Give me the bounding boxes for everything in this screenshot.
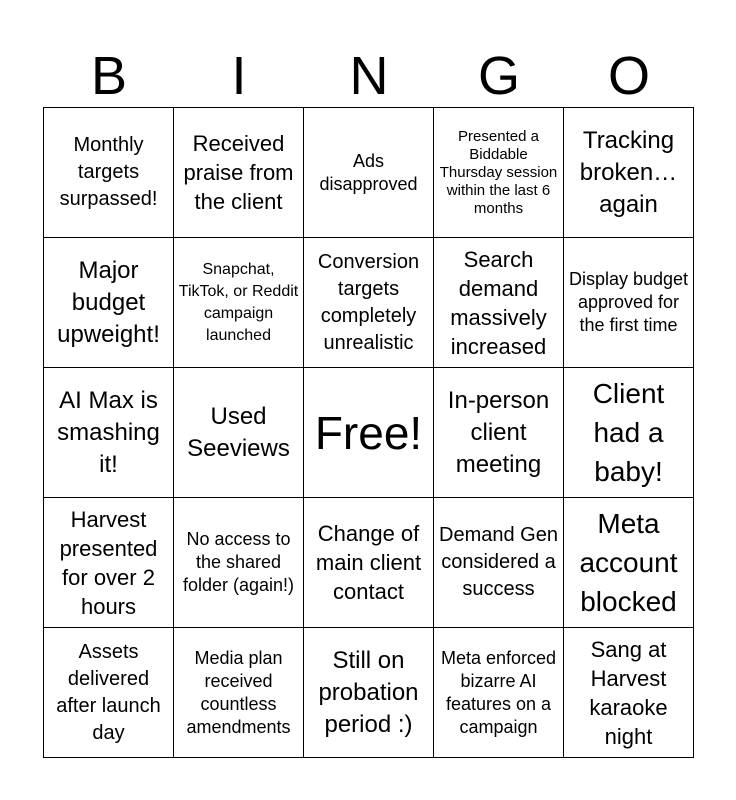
bingo-header <box>44 44 694 108</box>
bingo-cell[interactable] <box>304 498 434 628</box>
bingo-cell[interactable] <box>434 368 564 498</box>
cell-text: Monthly targets surpassed! <box>59 134 158 210</box>
cell-text: Display budget approved for the first time <box>568 269 689 335</box>
header-letter-g: G <box>477 46 520 106</box>
free-space-text: Free! <box>314 406 423 459</box>
bingo-cell[interactable] <box>564 628 694 758</box>
bingo-cell[interactable] <box>434 628 564 758</box>
bingo-cell[interactable] <box>564 368 694 498</box>
cell-text: Presented a Biddable Thursday session within the last 6 months <box>439 127 558 217</box>
cell-text: Ads disapproved <box>319 150 418 194</box>
bingo-cell[interactable] <box>564 238 694 368</box>
cell-text: Conversion targets completely unrealistic <box>317 250 420 354</box>
bingo-cell[interactable] <box>304 108 434 238</box>
cell-text: Media plan received countless amendments <box>186 647 291 737</box>
cell-text: Still on probation period :) <box>318 646 419 738</box>
cell-text: Used Seeviews <box>187 402 290 462</box>
header-letter-b: B <box>90 46 128 106</box>
bingo-cell[interactable] <box>304 238 434 368</box>
bingo-cell[interactable] <box>174 368 304 498</box>
bingo-cell[interactable] <box>44 628 174 758</box>
cell-text: Harvest presented for over 2 hours <box>59 506 158 619</box>
cell-text: In-person client meeting <box>447 386 550 478</box>
cell-text: Received praise from the client <box>183 131 294 214</box>
bingo-cell-free[interactable] <box>304 368 434 498</box>
bingo-cell[interactable] <box>434 238 564 368</box>
bingo-cell[interactable] <box>44 108 174 238</box>
bingo-cell[interactable] <box>44 238 174 368</box>
header-letter-n: N <box>349 46 389 106</box>
cell-text: Demand Gen considered a success <box>439 524 558 600</box>
cell-text: Assets delivered after launch day <box>56 640 161 744</box>
cell-text: Change of main client contact <box>315 521 422 604</box>
bingo-cell[interactable] <box>304 628 434 758</box>
cell-text: AI Max is smashing it! <box>57 386 160 478</box>
bingo-cell[interactable] <box>174 238 304 368</box>
cell-text: Tracking broken… again <box>579 126 678 218</box>
cell-text: Meta account blocked <box>579 508 678 617</box>
cell-text: No access to the shared folder (again!) <box>182 529 295 595</box>
bingo-cell[interactable] <box>44 368 174 498</box>
header-letter-i: I <box>231 46 247 106</box>
bingo-cell[interactable] <box>174 628 304 758</box>
cell-text: Meta enforced bizarre AI features on a campaign <box>440 647 557 737</box>
bingo-cell[interactable] <box>174 498 304 628</box>
bingo-cell[interactable] <box>434 498 564 628</box>
bingo-cell[interactable] <box>564 498 694 628</box>
cell-text: Search demand massively increased <box>450 246 547 359</box>
cell-text: Major budget upweight! <box>57 256 160 348</box>
bingo-cell[interactable] <box>174 108 304 238</box>
cell-text: Sang at Harvest karaoke night <box>589 636 668 749</box>
header-letter-o: O <box>607 46 650 106</box>
bingo-cell[interactable] <box>564 108 694 238</box>
bingo-cell[interactable] <box>434 108 564 238</box>
cell-text: Snapchat, TikTok, or Reddit campaign launched <box>178 260 299 344</box>
bingo-board <box>43 107 694 758</box>
bingo-cell[interactable] <box>44 498 174 628</box>
cell-text: Client had a baby! <box>592 378 665 487</box>
